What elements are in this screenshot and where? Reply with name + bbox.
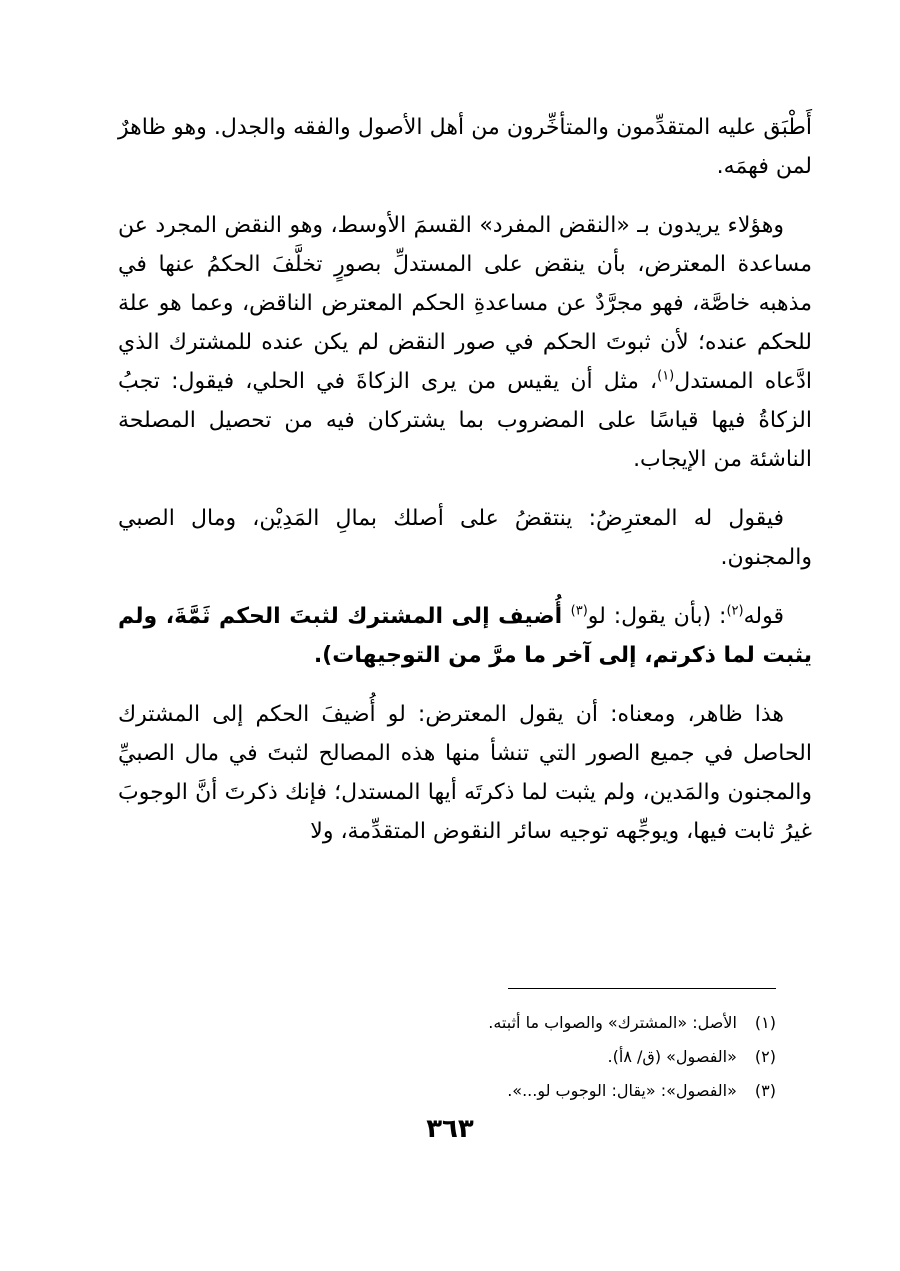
footnote-ref-2[interactable]: (٢) [726,603,744,619]
paragraph-4-quote-a: : (بأن يقول: لو [587,604,727,629]
paragraph-5-text: هذا ظاهر، ومعناه: أن يقول المعترض: لو أُضيفَ الحكم إلى المشترك الحاصل في جميع الصور التي تنشأ منها هذه المصالح لثبتَ في مال الصبيِّ والمجنون والمَدين، ولم يثبت لما ذكرتَه أيها المستدل؛ فإنك ذكرتَ أنَّ الوجوبَ غيرُ ثابت فيها، ويوجِّهه توجيه سائر النقوض المتقدِّمة، ولا [118,702,812,844]
paragraph-4 [118,597,812,675]
paragraph-5 [118,695,812,851]
footnote-2-number: (٢) [754,1047,776,1066]
footnote-3-text: «الفصول»: «يقال: الوجوب لو...». [507,1081,737,1100]
footnote-1-number: (١) [754,1013,776,1032]
paragraph-4-lead: قوله [743,604,784,629]
footnote-3 [136,1074,776,1108]
main-text [118,108,812,867]
paragraph-2 [118,206,812,479]
paragraph-3 [118,499,812,577]
footnote-ref-1[interactable]: (١) [657,368,675,384]
footnote-2 [136,1040,776,1074]
footnote-divider [508,988,776,989]
paragraph-2-text-a: وهؤلاء يريدون بـ «النقض المفرد» القسمَ الأوسط، وهو النقض المجرد عن مساعدة المعترض، بأن ينقض على المستدلِّ بصورٍ تخلَّفَ الحكمُ عنها في مذهبه خاصَّة، فهو مجرَّدٌ عن مساعدةِ الحكم المعترض الناقض، وعما هو علة للحكم عنده؛ لأن ثبوتَ الحكم في صور النقض لم يكن عنده للمشترك الذي ادَّعاه المستدل [118,213,812,394]
paragraph-1 [118,108,812,186]
footnote-1 [136,1006,776,1040]
footnote-3-number: (٣) [754,1081,776,1100]
paragraph-4-quote-b: أُضيف إلى المشترك لثبتَ الحكم ثَمَّةَ، ولم يثبت لما ذكرتم، إلى آخر ما مرَّ من التوجيهات). [118,604,812,668]
paragraph-3-text: فيقول له المعترِضُ: ينتقضُ على أصلك بمالِ المَدِيْن، ومال الصبي والمجنون. [118,506,812,570]
footnote-1-text: الأصل: «المشترك» والصواب ما أثبته. [488,1013,737,1032]
paragraph-1-text: أَطْبَق عليه المتقدِّمون والمتأخِّرون من أهل الأصول والفقه والجدل. وهو ظاهرٌ لمن فهمَه. [118,115,812,179]
page-number: ٣٦٣ [426,1114,474,1144]
paragraph-2-text-b: ، مثل أن يقيس من يرى الزكاةَ في الحلي، فيقول: تجبُ الزكاةُ فيها قياسًا على المضروب بما يشتركان فيه من تحصيل المصلحة الناشئة من الإيجاب. [118,369,812,472]
footnotes [136,1006,776,1108]
footnote-2-text: «الفصول» (ق/ ٨أ). [607,1047,737,1066]
footnote-ref-3[interactable]: (٣) [570,603,588,619]
